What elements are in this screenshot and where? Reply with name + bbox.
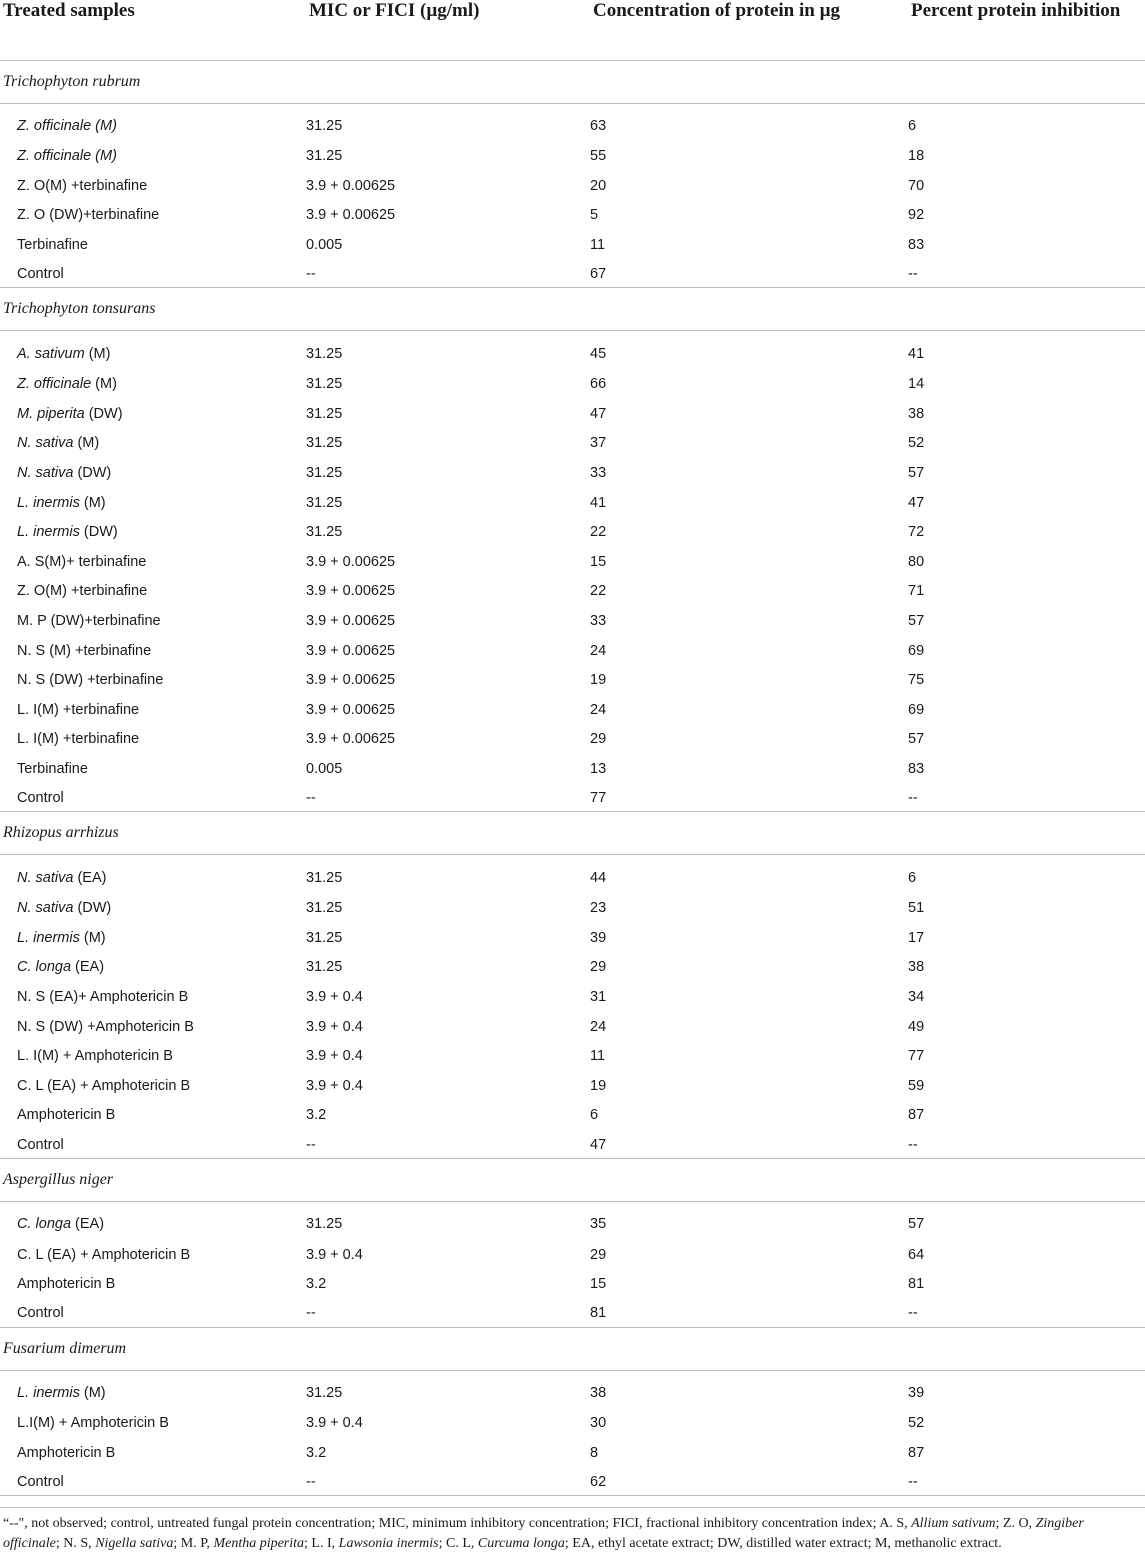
mic-fici-cell: 3.9 + 0.00625 — [306, 613, 396, 630]
treated-sample-cell — [0, 575, 306, 605]
mic-fici-cell: 3.9 + 0.4 — [306, 1077, 363, 1094]
treated-sample-cell — [0, 1201, 306, 1238]
mic-fici-cell: 31.25 — [306, 405, 343, 422]
sample-extract-label: (M) — [79, 929, 106, 946]
footnote-text: ; L. I, — [304, 1536, 339, 1551]
percent-inhibition-cell: 41 — [908, 345, 925, 362]
table-row — [0, 1010, 1145, 1040]
mic-fici-cell: 3.9 + 0.00625 — [306, 207, 396, 224]
percent-inhibition-cell: 47 — [908, 494, 925, 511]
organism-name: Trichophyton tonsurans — [0, 288, 1145, 331]
sample-extract-label: (M) — [73, 435, 100, 452]
protein-concentration-cell: 24 — [590, 701, 607, 718]
percent-inhibition-cell: 77 — [908, 1048, 925, 1065]
table-row — [0, 694, 1145, 724]
sample-extract-label: (DW) — [73, 465, 112, 482]
protein-concentration-cell: 22 — [590, 583, 607, 600]
percent-inhibition-cell: 64 — [908, 1246, 925, 1263]
protein-concentration-cell: 35 — [590, 1215, 607, 1232]
percent-inhibition-cell: -- — [908, 1466, 1145, 1496]
table-row — [0, 892, 1145, 922]
treated-sample-cell — [0, 605, 306, 635]
table-row — [0, 855, 1145, 892]
mic-fici-cell: 3.9 + 0.00625 — [306, 731, 396, 748]
footnote-text: ; N. S, — [55, 1536, 96, 1551]
treated-sample-cell — [0, 199, 306, 229]
treated-sample-cell — [0, 694, 306, 724]
treated-sample-cell — [0, 140, 306, 170]
organism-group-row — [0, 288, 1145, 331]
mic-fici-cell: 3.9 + 0.00625 — [306, 553, 396, 570]
treated-sample-cell — [0, 229, 306, 259]
table-row — [0, 664, 1145, 694]
percent-inhibition-cell: 38 — [908, 959, 925, 976]
mic-fici-cell: 31.25 — [306, 148, 343, 165]
sample-extract-label: (DW) — [73, 900, 112, 917]
sample-extract-label: Z. O(M) +terbinafine — [17, 583, 148, 600]
percent-inhibition-cell: 57 — [908, 465, 925, 482]
treated-sample-cell — [0, 664, 306, 694]
protein-concentration-cell: 29 — [590, 1246, 607, 1263]
percent-inhibition-cell: 38 — [908, 405, 925, 422]
percent-inhibition-cell: 75 — [908, 672, 925, 689]
sample-extract-label: Amphotericin B — [17, 1276, 116, 1293]
organism-name: Fusarium dimerum — [0, 1327, 1145, 1370]
protein-concentration-cell: 77 — [590, 782, 908, 812]
sample-extract-label: C. L (EA) + Amphotericin B — [17, 1077, 191, 1094]
sample-extract-label: N. S (DW) +Amphotericin B — [17, 1018, 194, 1035]
sample-extract-label: (EA) — [73, 869, 107, 886]
table-row — [0, 103, 1145, 140]
mic-fici-cell: 31.25 — [306, 929, 343, 946]
mic-fici-cell: 3.9 + 0.4 — [306, 1018, 363, 1035]
table-row — [0, 258, 1145, 288]
footnote-text: ; EA, ethyl acetate extract; DW, distilled water extract; M, methanolic extract. — [564, 1536, 1002, 1551]
sample-extract-label: (M) — [79, 1384, 106, 1401]
table-row — [0, 1466, 1145, 1496]
protein-concentration-cell: 33 — [590, 465, 607, 482]
table-row — [0, 486, 1145, 516]
table-row — [0, 398, 1145, 428]
treated-sample-cell — [0, 457, 306, 487]
organism-group-row — [0, 60, 1145, 103]
sample-extract-label: Control — [17, 1136, 64, 1153]
protein-concentration-cell: 29 — [590, 959, 607, 976]
percent-inhibition-cell: 87 — [908, 1444, 925, 1461]
mic-fici-cell: 3.9 + 0.4 — [306, 1048, 363, 1065]
organism-group-row — [0, 1327, 1145, 1370]
treated-sample-cell — [0, 921, 306, 951]
footnote-divider — [0, 1507, 1145, 1508]
mic-fici-cell: 31.25 — [306, 869, 343, 886]
footnote-text: ; C. L, — [438, 1536, 478, 1551]
mic-fici-cell: 31.25 — [306, 435, 343, 452]
table-row — [0, 427, 1145, 457]
sample-extract-label: Terbinafine — [17, 237, 88, 254]
mic-fici-cell: 31.25 — [306, 376, 343, 393]
percent-inhibition-cell: 87 — [908, 1107, 925, 1124]
sample-extract-label: Amphotericin B — [17, 1107, 116, 1124]
footnote-text: “--", not observed; control, untreated fungal protein concentration; MIC, minimum inhibitory concentration; FICI, fractional inhibitory concentration index; A. S, — [3, 1516, 912, 1531]
table-row — [0, 723, 1145, 753]
footnote-species-name: Lawsonia inermis — [338, 1536, 439, 1551]
sample-extract-label: L. I(M) +terbinafine — [17, 731, 140, 748]
table-row — [0, 1129, 1145, 1159]
protein-concentration-cell: 67 — [590, 258, 908, 288]
treated-sample-cell — [0, 1069, 306, 1099]
protein-concentration-cell: 11 — [590, 1048, 606, 1065]
mic-fici-cell: -- — [306, 1466, 590, 1496]
sample-extract-label: (EA) — [71, 959, 105, 976]
sample-extract-label: (EA) — [71, 1215, 105, 1232]
percent-inhibition-cell: 69 — [908, 701, 925, 718]
mic-fici-cell: 3.2 — [306, 1276, 327, 1293]
treated-sample-cell — [0, 170, 306, 200]
sample-species-italic: N. sativa — [17, 465, 74, 482]
mic-fici-cell: 31.25 — [306, 900, 343, 917]
percent-inhibition-cell: 71 — [908, 583, 925, 600]
mic-fici-cell: -- — [306, 782, 590, 812]
treated-sample-cell — [0, 855, 306, 892]
table-row — [0, 1297, 1145, 1327]
percent-inhibition-cell: -- — [908, 258, 1145, 288]
percent-inhibition-cell: 59 — [908, 1077, 925, 1094]
header-mic-fici: MIC or FICI (µg/ml) — [306, 0, 590, 60]
sample-extract-label: (M) — [79, 494, 106, 511]
table-body — [0, 60, 1145, 1496]
protein-concentration-cell: 19 — [590, 1077, 607, 1094]
mic-fici-cell: -- — [306, 1297, 590, 1327]
protein-concentration-cell: 33 — [590, 613, 607, 630]
protein-concentration-cell: 20 — [590, 177, 607, 194]
sample-extract-label: Control — [17, 1474, 64, 1491]
mic-fici-cell: 3.9 + 0.4 — [306, 1246, 363, 1263]
treated-sample-cell — [0, 398, 306, 428]
table-row — [0, 516, 1145, 546]
percent-inhibition-cell: -- — [908, 1297, 1145, 1327]
footnote-text: ; M. P, — [173, 1536, 214, 1551]
mic-fici-cell: 31.25 — [306, 1215, 343, 1232]
sample-extract-label: Control — [17, 1305, 64, 1322]
sample-extract-label: Terbinafine — [17, 760, 88, 777]
treated-sample-cell — [0, 951, 306, 981]
sample-extract-label: Z. O(M) +terbinafine — [17, 177, 148, 194]
protein-concentration-cell: 44 — [590, 869, 607, 886]
table-row — [0, 229, 1145, 259]
treated-sample-cell — [0, 1268, 306, 1298]
protein-concentration-cell: 11 — [590, 237, 606, 254]
protein-concentration-cell: 6 — [590, 1107, 599, 1124]
treated-sample-cell — [0, 1407, 306, 1437]
protein-concentration-cell: 38 — [590, 1384, 607, 1401]
percent-inhibition-cell: 57 — [908, 1215, 925, 1232]
sample-extract-label: L.I(M) + Amphotericin B — [17, 1415, 169, 1432]
treated-sample-cell — [0, 1370, 306, 1407]
sample-extract-label: N. S (EA)+ Amphotericin B — [17, 988, 189, 1005]
percent-inhibition-cell: 14 — [908, 376, 925, 393]
sample-species-italic: L. inermis — [17, 524, 80, 541]
percent-inhibition-cell: 34 — [908, 988, 925, 1005]
sample-extract-label: Z. O (DW)+terbinafine — [17, 207, 160, 224]
percent-inhibition-cell: 57 — [908, 613, 925, 630]
sample-extract-label: (DW) — [79, 524, 118, 541]
table-footnote — [3, 1514, 1143, 1554]
protein-concentration-cell: 29 — [590, 731, 607, 748]
protein-concentration-cell: 55 — [590, 148, 607, 165]
treated-sample-cell — [0, 782, 306, 812]
protein-concentration-cell: 15 — [590, 1276, 607, 1293]
treated-sample-cell — [0, 1040, 306, 1070]
table-row — [0, 1437, 1145, 1467]
protein-concentration-cell: 19 — [590, 672, 607, 689]
footnote-species-name: Zingiber officinale — [3, 1516, 1084, 1551]
protein-concentration-cell: 22 — [590, 524, 607, 541]
table-row — [0, 753, 1145, 783]
mic-fici-cell: 3.9 + 0.00625 — [306, 583, 396, 600]
percent-inhibition-cell: 70 — [908, 177, 925, 194]
mic-fici-cell: 31.25 — [306, 345, 343, 362]
sample-extract-label: (M) — [84, 345, 111, 362]
percent-inhibition-cell: 51 — [908, 900, 925, 917]
percent-inhibition-cell: 52 — [908, 1415, 925, 1432]
mic-fici-cell: 0.005 — [306, 237, 343, 254]
treated-sample-cell — [0, 486, 306, 516]
sample-extract-label: L. I(M) +terbinafine — [17, 701, 140, 718]
percent-inhibition-cell: 39 — [908, 1384, 925, 1401]
sample-species-italic: L. inermis — [17, 1384, 80, 1401]
percent-inhibition-cell: -- — [908, 1129, 1145, 1159]
footnote-text: ; Z. O, — [995, 1516, 1036, 1531]
percent-inhibition-cell: -- — [908, 782, 1145, 812]
treated-sample-cell — [0, 634, 306, 664]
protein-concentration-cell: 30 — [590, 1415, 607, 1432]
percent-inhibition-cell: 52 — [908, 435, 925, 452]
protein-concentration-cell: 47 — [590, 405, 607, 422]
mic-fici-cell: 3.9 + 0.00625 — [306, 177, 396, 194]
table-row — [0, 1040, 1145, 1070]
treated-sample-cell — [0, 258, 306, 288]
table-row — [0, 575, 1145, 605]
sample-extract-label: N. S (DW) +terbinafine — [17, 672, 164, 689]
treated-sample-cell — [0, 331, 306, 368]
footnote-species-name: Curcuma longa — [477, 1536, 565, 1551]
protein-concentration-cell: 31 — [590, 988, 607, 1005]
treated-sample-cell — [0, 892, 306, 922]
sample-species-italic: C. longa — [17, 1215, 72, 1232]
mic-fici-cell: 3.2 — [306, 1107, 327, 1124]
protein-concentration-cell: 24 — [590, 642, 607, 659]
table-row — [0, 170, 1145, 200]
sample-extract-label: (M) — [91, 376, 117, 393]
table-row — [0, 140, 1145, 170]
treated-sample-cell — [0, 368, 306, 398]
sample-species-italic: A. sativum — [17, 345, 85, 362]
percent-inhibition-cell: 49 — [908, 1018, 925, 1035]
protein-concentration-cell: 37 — [590, 435, 607, 452]
mic-fici-cell: 31.25 — [306, 494, 343, 511]
treated-sample-cell — [0, 1238, 306, 1268]
treated-sample-cell — [0, 546, 306, 576]
mic-fici-cell: 3.9 + 0.00625 — [306, 642, 396, 659]
sample-species-italic: L. inermis — [17, 929, 80, 946]
treated-sample-cell — [0, 103, 306, 140]
mic-fici-cell: 31.25 — [306, 524, 343, 541]
sample-extract-label: Control — [17, 266, 64, 283]
protein-concentration-cell: 24 — [590, 1018, 607, 1035]
table-row — [0, 1238, 1145, 1268]
footnote-species-name: Mentha piperita — [213, 1536, 305, 1551]
sample-species-italic: Z. officinale — [17, 376, 92, 393]
protein-concentration-cell: 5 — [590, 207, 599, 224]
sample-species-italic: C. longa — [17, 959, 72, 976]
treated-sample-cell — [0, 1437, 306, 1467]
mic-fici-cell: -- — [306, 258, 590, 288]
sample-extract-label: C. L (EA) + Amphotericin B — [17, 1246, 191, 1263]
table-row — [0, 1099, 1145, 1129]
table-row — [0, 368, 1145, 398]
table-row — [0, 921, 1145, 951]
mic-fici-cell: 3.9 + 0.00625 — [306, 701, 396, 718]
table-row — [0, 605, 1145, 635]
protein-concentration-cell: 15 — [590, 553, 607, 570]
footnote-species-name: Nigella sativa — [95, 1536, 174, 1551]
sample-extract-label: Control — [17, 790, 64, 807]
protein-concentration-cell: 62 — [590, 1466, 908, 1496]
protein-concentration-cell: 47 — [590, 1129, 908, 1159]
sample-species-italic: Z. officinale (M) — [17, 148, 117, 165]
table-row — [0, 951, 1145, 981]
footnote-species-name: Allium sativum — [911, 1516, 996, 1531]
percent-inhibition-cell: 6 — [908, 869, 917, 886]
treated-sample-cell — [0, 516, 306, 546]
organism-name: Trichophyton rubrum — [0, 60, 1145, 103]
protein-concentration-cell: 8 — [590, 1444, 599, 1461]
protein-concentration-cell: 63 — [590, 117, 607, 134]
organism-group-row — [0, 812, 1145, 855]
mic-fici-cell: 0.005 — [306, 760, 343, 777]
protein-concentration-cell: 41 — [590, 494, 607, 511]
treated-sample-cell — [0, 1466, 306, 1496]
table-row — [0, 331, 1145, 368]
sample-extract-label: A. S(M)+ terbinafine — [17, 553, 147, 570]
treated-sample-cell — [0, 1099, 306, 1129]
table-row — [0, 1069, 1145, 1099]
header-treated-samples: Treated samples — [0, 0, 306, 60]
protein-concentration-cell: 66 — [590, 376, 607, 393]
treated-sample-cell — [0, 753, 306, 783]
header-protein-concentration: Concentration of protein in µg — [590, 0, 908, 60]
percent-inhibition-cell: 92 — [908, 207, 925, 224]
table-row — [0, 1407, 1145, 1437]
table-row — [0, 634, 1145, 664]
mic-fici-cell: 3.9 + 0.00625 — [306, 672, 396, 689]
percent-inhibition-cell: 80 — [908, 553, 925, 570]
sample-extract-label: M. P (DW)+terbinafine — [17, 613, 161, 630]
protein-concentration-cell: 39 — [590, 929, 607, 946]
sample-extract-label: L. I(M) + Amphotericin B — [17, 1048, 173, 1065]
percent-inhibition-cell: 6 — [908, 117, 917, 134]
table-row — [0, 1370, 1145, 1407]
organism-group-row — [0, 1158, 1145, 1201]
percent-inhibition-cell: 17 — [908, 929, 925, 946]
percent-inhibition-cell: 69 — [908, 642, 925, 659]
sample-species-italic: L. inermis — [17, 494, 80, 511]
mic-fici-cell: 3.9 + 0.4 — [306, 988, 363, 1005]
treated-sample-cell — [0, 1129, 306, 1159]
percent-inhibition-cell: 83 — [908, 760, 925, 777]
table-row — [0, 1201, 1145, 1238]
table-row — [0, 546, 1145, 576]
protein-concentration-cell: 45 — [590, 345, 607, 362]
sample-extract-label: N. S (M) +terbinafine — [17, 642, 152, 659]
table-row — [0, 981, 1145, 1011]
sample-extract-label: Amphotericin B — [17, 1444, 116, 1461]
sample-species-italic: M. piperita — [17, 405, 85, 422]
sample-species-italic: N. sativa — [17, 869, 74, 886]
sample-species-italic: N. sativa — [17, 900, 74, 917]
mic-fici-cell: 31.25 — [306, 465, 343, 482]
mic-fici-cell: 31.25 — [306, 959, 343, 976]
table-row — [0, 199, 1145, 229]
table-row — [0, 782, 1145, 812]
treated-sample-cell — [0, 427, 306, 457]
mic-fici-cell: 31.25 — [306, 117, 343, 134]
table-row — [0, 457, 1145, 487]
sample-species-italic: N. sativa — [17, 435, 74, 452]
percent-inhibition-cell: 72 — [908, 524, 925, 541]
treated-sample-cell — [0, 1010, 306, 1040]
protein-concentration-cell: 81 — [590, 1297, 908, 1327]
treated-sample-cell — [0, 723, 306, 753]
organism-name: Rhizopus arrhizus — [0, 812, 1145, 855]
organism-name: Aspergillus niger — [0, 1158, 1145, 1201]
mic-fici-cell: 31.25 — [306, 1384, 343, 1401]
treated-sample-cell — [0, 981, 306, 1011]
protein-concentration-cell: 23 — [590, 900, 607, 917]
sample-extract-label: (DW) — [84, 405, 123, 422]
mic-fici-cell: 3.9 + 0.4 — [306, 1415, 363, 1432]
protein-concentration-cell: 13 — [590, 760, 607, 777]
table-header — [0, 0, 1145, 60]
mic-fici-cell: 3.2 — [306, 1444, 327, 1461]
treated-sample-cell — [0, 1297, 306, 1327]
sample-species-italic: Z. officinale (M) — [17, 117, 117, 134]
percent-inhibition-cell: 83 — [908, 237, 925, 254]
table-row — [0, 1268, 1145, 1298]
percent-inhibition-cell: 57 — [908, 731, 925, 748]
percent-inhibition-cell: 81 — [908, 1276, 925, 1293]
header-percent-inhibition: Percent protein inhibition — [908, 0, 1145, 60]
percent-inhibition-cell: 18 — [908, 148, 925, 165]
mic-fici-cell: -- — [306, 1129, 590, 1159]
